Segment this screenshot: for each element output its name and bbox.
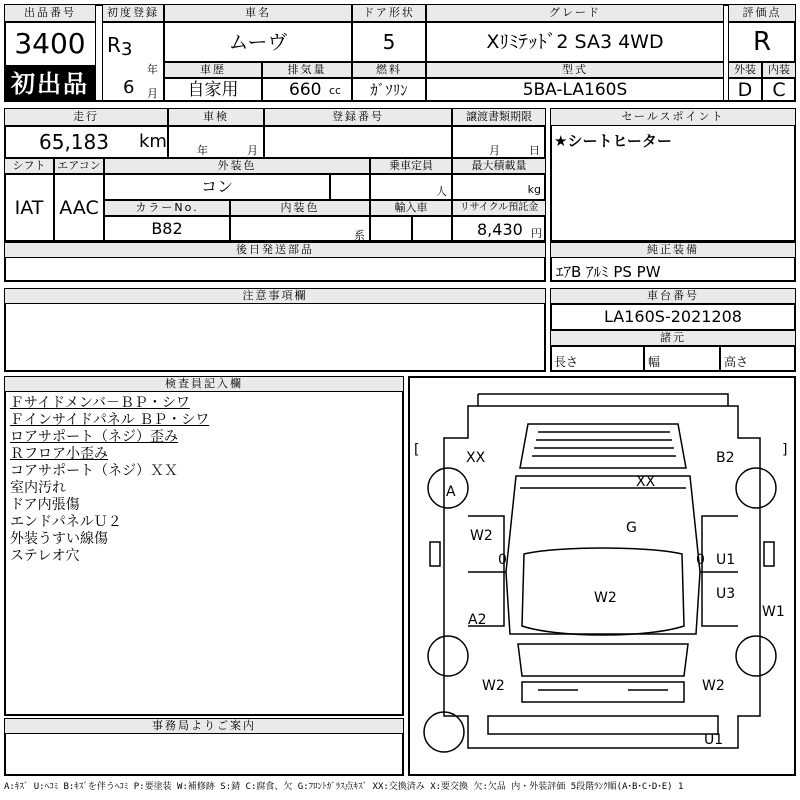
- mark-g: G: [626, 520, 637, 536]
- mark-bracket-r: ]: [782, 442, 788, 458]
- transfer-month-unit: 月: [489, 144, 500, 157]
- body-outline: [444, 406, 760, 748]
- car-name: ムーヴ: [228, 30, 288, 54]
- first-listing-text: 初出品: [11, 70, 89, 98]
- max-load-cell: [452, 174, 546, 200]
- length-label: 長さ: [554, 355, 579, 369]
- displacement-header: 排気量: [262, 62, 352, 78]
- color-no-header: カラーNo.: [104, 200, 230, 216]
- recycle: 8,430: [477, 220, 523, 239]
- ext-score-cell: [728, 78, 762, 102]
- interior-header: 内装: [762, 62, 796, 78]
- mark-bracket-l: [: [414, 442, 420, 458]
- grade-header: グレード: [426, 4, 724, 22]
- width-cell: [644, 346, 720, 372]
- mileage-header: 走行: [4, 108, 168, 126]
- equipment-header: 純正装備: [550, 242, 796, 258]
- ext-color-cell: [104, 174, 330, 200]
- first-listing-badge: [4, 66, 96, 102]
- model: 5BA-LA160S: [522, 80, 628, 100]
- sales-point-header: セールスポイント: [550, 108, 796, 126]
- capacity-header: 乗車定員: [370, 158, 452, 174]
- km-unit: km: [139, 131, 167, 152]
- hood: [520, 424, 686, 468]
- insp-year-unit: 年: [197, 144, 208, 157]
- aircon-header: エアコン: [54, 158, 104, 174]
- car-name-header: 車名: [164, 4, 352, 22]
- mark-a: A: [446, 484, 456, 500]
- inspector-note: ステレオ穴: [10, 548, 80, 564]
- door-header: ドア形状: [352, 4, 426, 22]
- displacement: 660: [289, 80, 322, 100]
- int-score: C: [772, 79, 786, 101]
- inspector-note: 室内汚れ: [10, 480, 66, 496]
- chassis-number: LA160S-2021208: [604, 307, 742, 326]
- right-doors: [702, 516, 738, 626]
- aircon: AAC: [59, 197, 99, 219]
- capacity-unit: 人: [436, 185, 447, 198]
- import-header: 輸入車: [370, 200, 452, 216]
- mark-u1-right: U1: [716, 552, 736, 568]
- transfer-header: 譲渡書類期限: [452, 108, 546, 126]
- load-unit: kg: [527, 183, 541, 196]
- specs-header: 諸元: [550, 330, 796, 346]
- wheel-rear-left: [428, 636, 468, 676]
- transfer-day-unit: 日: [529, 144, 540, 157]
- lot-cell: [4, 22, 96, 66]
- rear-window: [518, 644, 688, 676]
- mark-w2-roof: W2: [594, 590, 617, 606]
- inspector-header: 検査員記入欄: [4, 376, 404, 392]
- inspector-note: ドア内張傷: [10, 497, 80, 513]
- year-unit: 年: [147, 63, 158, 76]
- length-cell: [550, 346, 644, 372]
- month-num: 6: [123, 77, 135, 98]
- width-label: 幅: [648, 355, 661, 369]
- mark-a2: A2: [468, 612, 487, 628]
- mark-xx-hood: XX: [636, 474, 656, 490]
- plate-header: 登録番号: [264, 108, 452, 126]
- inspector-note: Ｒフロア小歪み: [10, 446, 108, 462]
- inspector-note: Ｆインサイドパネル ＢＰ・シワ: [10, 412, 210, 428]
- year-num: 3: [121, 39, 133, 60]
- score: R: [752, 27, 772, 57]
- displacement-cell: [262, 78, 352, 102]
- mark-u1-rear: U1: [704, 732, 724, 748]
- transfer-cell: [452, 126, 546, 158]
- rear-bumper: [488, 716, 718, 734]
- exterior-header: 外装: [728, 62, 762, 78]
- lot-number: 3400: [14, 27, 86, 60]
- ext-color: コン: [200, 177, 233, 196]
- shift: IAT: [14, 197, 44, 219]
- yen-unit: 円: [531, 227, 542, 240]
- mark-zero-right: 0: [696, 552, 705, 568]
- month-unit: 月: [147, 87, 158, 100]
- era: R: [107, 33, 121, 57]
- history-cell: [164, 78, 262, 102]
- office-header: 事務局よりご案内: [4, 718, 404, 734]
- sales-point-box: [550, 108, 796, 242]
- mileage: 65,183: [39, 130, 109, 154]
- sales-point: ★シートヒーター: [554, 132, 672, 150]
- fuel-cell: [352, 78, 426, 102]
- inspector-note: 外装うすい線傷: [10, 531, 108, 547]
- insp-month-unit: 月: [247, 144, 258, 157]
- inspector-note: エンドパネルＵ２: [10, 514, 122, 530]
- mirror-right: [764, 542, 774, 566]
- int-color-header: 内装色: [230, 200, 370, 216]
- grade: Xﾘﾐﾃｯﾄﾞ2 SA3 4WD: [486, 31, 664, 53]
- mark-w1: W1: [762, 604, 785, 620]
- spare-wheel: [424, 712, 464, 752]
- first-reg-header: 初度登録: [102, 4, 164, 22]
- mark-w2-rear-left: W2: [482, 678, 505, 694]
- cc-unit: cc: [329, 84, 342, 97]
- color-no-cell: [104, 216, 230, 242]
- mirror-left: [430, 542, 440, 566]
- max-load-header: 最大積載量: [452, 158, 546, 174]
- car-name-cell: [164, 22, 352, 62]
- history: 自家用: [187, 80, 239, 100]
- model-header: 型式: [426, 62, 724, 78]
- inspection-cell: [168, 126, 264, 158]
- score-cell: [728, 22, 796, 62]
- ext-score: D: [737, 79, 753, 101]
- wheel-front-right: [736, 468, 776, 508]
- aircon-cell: [54, 174, 104, 242]
- lot-header: 出品番号: [4, 4, 96, 22]
- color-no: B82: [151, 219, 183, 238]
- plate-cell: [264, 126, 452, 158]
- score-header: 評価点: [728, 4, 796, 22]
- recycle-cell: [452, 216, 546, 242]
- wheel-rear-right: [736, 636, 776, 676]
- cabin: [506, 476, 700, 634]
- int-color-unit: 系: [354, 229, 365, 242]
- mark-xx-front-left: XX: [466, 450, 486, 466]
- shift-header: シフト: [4, 158, 54, 174]
- history-header: 車歴: [164, 62, 262, 78]
- inspection-header: 車検: [168, 108, 264, 126]
- mark-zero-left: 0: [498, 552, 507, 568]
- recycle-header: リサイクル預託金: [452, 200, 546, 216]
- inspector-note: ロアサポート（ネジ）歪み: [10, 429, 178, 445]
- int-score-cell: [762, 78, 796, 102]
- capacity-cell: [370, 174, 452, 200]
- inspector-note: Ｆサイドメンバ－ＢＰ・シワ: [10, 395, 190, 411]
- equipment: ｴｱB ｱﾙﾐ PS PW: [556, 263, 661, 281]
- ext-color-header: 外装色: [104, 158, 370, 174]
- shift-cell: [4, 174, 54, 242]
- chassis-header: 車台番号: [550, 288, 796, 304]
- legend: A:ｷｽﾞ U:ﾍｺﾐ B:ｷｽﾞを伴うﾍｺﾐ P:要塗装 W:補修跡 S:錆 C:腐食、欠 G:ﾌﾛﾝﾄｶﾞﾗｽ点ｷｽﾞ XX:交換済み X:要交換 欠:欠品 内・外装評価 5段階ﾗﾝｸ順(A･B･C･D･E) 1: [4, 782, 684, 792]
- chassis-cell: [550, 304, 796, 330]
- mark-u3: U3: [716, 586, 736, 602]
- ext-color-extra-cell: [330, 174, 370, 200]
- door-cell: [352, 22, 426, 62]
- import-cell-b: [412, 216, 452, 242]
- mark-b2: B2: [716, 450, 735, 466]
- mark-w2-rear-right: W2: [702, 678, 725, 694]
- fuel: ｶﾞｿﾘﾝ: [370, 81, 408, 99]
- int-color-cell: [230, 216, 370, 242]
- mileage-cell: [4, 126, 168, 158]
- mark-w2-left-front: W2: [470, 528, 493, 544]
- first-reg-cell: [102, 22, 164, 102]
- import-cell-a: [370, 216, 412, 242]
- door-count: 5: [382, 30, 396, 54]
- caution-header: 注意事項欄: [4, 288, 546, 304]
- front-bumper: [478, 394, 728, 406]
- fuel-header: 燃料: [352, 62, 426, 78]
- model-cell: [426, 78, 724, 102]
- height-label: 高さ: [724, 355, 749, 369]
- car-damage-diagram: [408, 376, 796, 776]
- inspector-notes: [10, 395, 209, 565]
- height-cell: [720, 346, 796, 372]
- grade-cell: [426, 22, 724, 62]
- later-parts-header: 後日発送部品: [4, 242, 546, 258]
- inspector-note: コアサポート（ネジ）ＸＸ: [10, 463, 178, 479]
